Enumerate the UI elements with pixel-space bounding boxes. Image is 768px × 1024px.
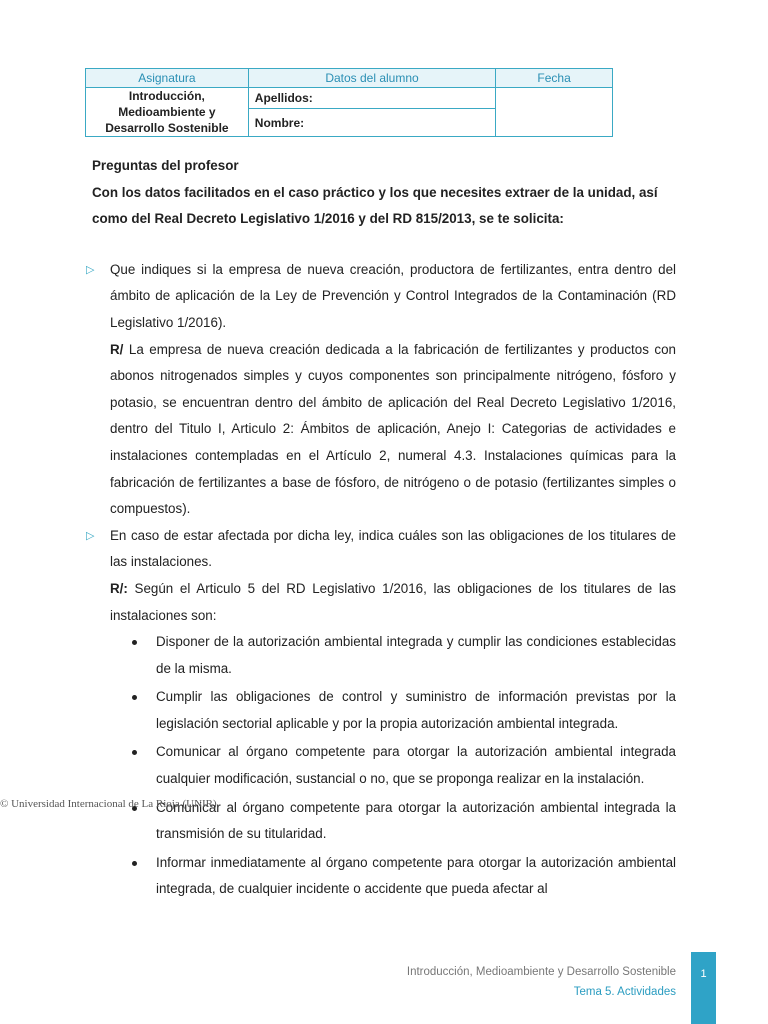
footer-course-title: Introducción, Medioambiente y Desarrollo Sostenible xyxy=(406,966,676,978)
footer-topic: Tema 5. Actividades xyxy=(573,986,676,998)
question-2 xyxy=(86,523,676,576)
page-number-tab xyxy=(691,952,716,1024)
page-footer xyxy=(407,962,676,1002)
bullet-dot-icon xyxy=(132,695,137,700)
bullet-arrow-icon: ▷ xyxy=(86,529,95,542)
col-subject-header: Asignatura xyxy=(86,69,249,88)
bullet-dot-icon xyxy=(132,640,137,645)
question-1-text: Que indiques si la empresa de nueva creación, productora de fertilizantes, entra dentro del ámbito de aplicación de la Ley de Prevención y Control Integrados de la Contaminación (RD Legislativo 1/2016). xyxy=(110,261,676,330)
answer-1-text: La empresa de nueva creación dedicada a la fabricación de fertilizantes y productos con abonos nitrogenados simples y cuyos componentes son principalmente nitrógeno, fósforo y potasio, se encuentran dentro del ámbito de aplicación del Real Decreto Legislativo 1/2016, dentro del Titulo I, Articulo 2: Ámbitos de aplicación, Anejo I: Categorias de actividades e instalaciones contempladas en el Artículo 2, numeral 4.3. Instalaciones químicas para la fabricación de fertilizantes a base de fósforo, de nitrógeno o de potasio (fertilizantes simples o compuestos). xyxy=(110,341,676,517)
bullet-arrow-icon: ▷ xyxy=(86,263,95,276)
answer-2-label: R/: xyxy=(110,580,128,596)
page-number: 1 xyxy=(700,968,707,980)
date-value xyxy=(496,88,613,137)
answer-2 xyxy=(92,576,676,629)
bullet-dot-icon xyxy=(132,861,137,866)
section-heading: Preguntas del profesor xyxy=(92,158,239,173)
bullet-dot-icon xyxy=(132,750,137,755)
col-date-header: Fecha xyxy=(496,69,613,88)
name-label: Nombre: xyxy=(248,109,495,137)
intro-line-1: Con los datos facilitados en el caso práctico y los que necesites extraer de la unidad, así xyxy=(92,184,658,200)
question-1 xyxy=(86,257,676,337)
list-item: Informar inmediatamente al órgano competente para otorgar la autorización ambiental integrada, de cualquier incidente o accidente que pueda afectar al xyxy=(156,850,676,903)
copyright-watermark: © Universidad Internacional de La Rioja (UNIR) xyxy=(0,798,217,810)
document-body xyxy=(86,153,676,903)
question-2-text: En caso de estar afectada por dicha ley, indica cuáles son las obligaciones de los titulares de las instalaciones. xyxy=(110,527,676,570)
subject-value: Introducción, Medioambiente y Desarrollo Sostenible xyxy=(86,88,249,137)
col-student-header: Datos del alumno xyxy=(248,69,495,88)
list-item: Comunicar al órgano competente para otorgar la autorización ambiental integrada la transmisión de su titularidad. xyxy=(156,795,676,848)
surname-label: Apellidos: xyxy=(248,88,495,109)
header-table xyxy=(85,68,613,137)
list-item: Cumplir las obligaciones de control y suministro de información previstas por la legislación sectorial aplicable y por la propia autorización ambiental integrada. xyxy=(156,684,676,737)
answer-1-label: R/ xyxy=(110,341,124,357)
intro-line-2: como del Real Decreto Legislativo 1/2016 y del RD 815/2013, se te solicita: xyxy=(92,211,564,227)
answer-2-text: Según el Articulo 5 del RD Legislativo 1/2016, las obligaciones de los titulares de las instalaciones son: xyxy=(110,580,676,623)
answer-1 xyxy=(92,337,676,523)
list-item: Comunicar al órgano competente para otorgar la autorización ambiental integrada cualquier modificación, sustancial o no, que se proponga realizar en la instalación. xyxy=(156,739,676,792)
obligations-list xyxy=(92,629,676,903)
list-item: Disponer de la autorización ambiental integrada y cumplir las condiciones establecidas de la misma. xyxy=(156,629,676,682)
